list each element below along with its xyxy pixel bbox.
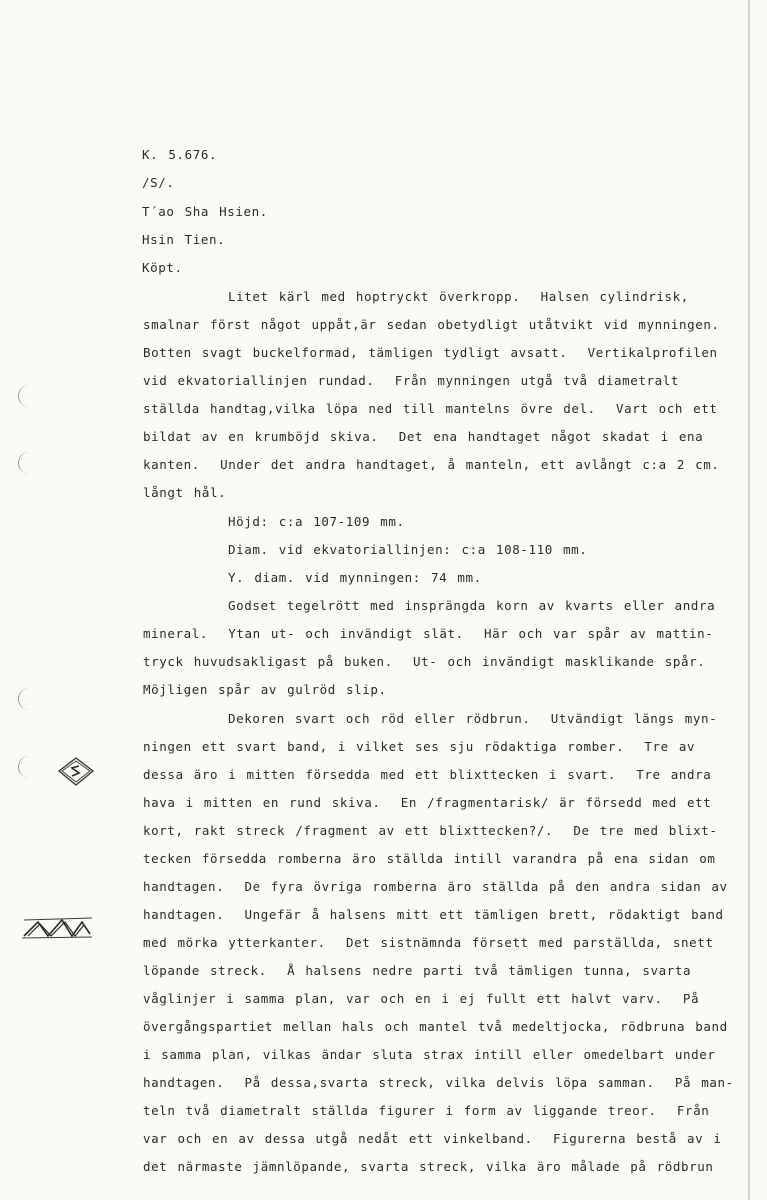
- text-line: handtagen. Ungefär å halsens mitt ett tämligen brett, rödaktigt band: [143, 907, 724, 922]
- text-line: smalnar först något uppåt,är sedan obetydligt utåtvikt vid mynningen.: [143, 317, 720, 332]
- text-line: våglinjer i samma plan, var och en i ej fullt ett halvt varv. På: [143, 991, 700, 1006]
- lightning-rhombus-sketch: [56, 755, 96, 789]
- text-line: Dekoren svart och röd eller rödbrun. Utvändigt längs myn-: [228, 711, 718, 726]
- text-line: var och en av dessa utgå nedåt ett vinkelband. Figurerna bestå av i: [143, 1131, 722, 1146]
- text-line: kanten. Under det andra handtaget, å manteln, ett avlångt c:a 2 cm.: [143, 457, 720, 472]
- punch-hole-mark: [18, 385, 31, 407]
- punch-hole-mark: [18, 688, 31, 710]
- text-line: Godset tegelrött med insprängda korn av kvarts eller andra: [228, 598, 716, 613]
- text-line: vid ekvatoriallinjen rundad. Från mynningen utgå två diametralt: [143, 373, 680, 388]
- mark-line: /S/.: [142, 175, 175, 190]
- text-line: Botten svagt buckelformad, tämligen tydligt avsatt. Vertikalprofilen: [143, 345, 718, 360]
- text-line: Möjligen spår av gulröd slip.: [143, 682, 387, 697]
- text-line: dessa äro i mitten försedda med ett blixttecken i svart. Tre andra: [143, 767, 712, 782]
- text-line: hava i mitten en rund skiva. En /fragmentarisk/ är försedd med ett: [143, 795, 712, 810]
- band-pattern-sketch: [18, 912, 98, 944]
- acquisition-note: Köpt.: [142, 260, 183, 275]
- place-name: Hsin Tien.: [142, 232, 226, 247]
- text-line: i samma plan, vilkas ändar sluta strax intill eller omedelbart under: [143, 1047, 716, 1062]
- page-edge: [748, 0, 750, 1200]
- punch-hole-mark: [18, 756, 31, 778]
- equator-diameter: Diam. vid ekvatoriallinjen: c:a 108-110 mm.: [228, 542, 588, 557]
- text-line: långt hål.: [143, 485, 227, 500]
- text-line: handtagen. De fyra övriga romberna äro ställda på den andra sidan av: [143, 879, 728, 894]
- text-line: det närmaste jämnlöpande, svarta streck, vilka äro målade på rödbrun: [143, 1159, 714, 1174]
- site-name: T´ao Sha Hsien.: [142, 204, 268, 219]
- catalog-number: K. 5.676.: [142, 147, 218, 162]
- text-line: bildat av en krumböjd skiva. Det ena handtaget något skadat i ena: [143, 429, 704, 444]
- text-line: Litet kärl med hoptryckt överkropp. Halsen cylindrisk,: [228, 289, 689, 304]
- text-line: tecken försedda romberna äro ställda intill varandra på ena sidan om: [143, 851, 716, 866]
- text-line: med mörka ytterkanter. Det sistnämnda försett med parställda, snett: [143, 935, 714, 950]
- text-line: ställda handtag,vilka löpa ned till mantelns övre del. Vart och ett: [143, 401, 718, 416]
- text-line: handtagen. På dessa,svarta streck, vilka delvis löpa samman. På man-: [143, 1075, 734, 1090]
- text-line: ningen ett svart band, i vilket ses sju rödaktiga romber. Tre av: [143, 739, 696, 754]
- text-line: tryck huvudsakligast på buken. Ut- och invändigt masklikande spår.: [143, 654, 706, 669]
- punch-hole-mark: [18, 452, 31, 474]
- text-line: mineral. Ytan ut- och invändigt slät. Här och var spår av mattin-: [143, 626, 714, 641]
- height-measure: Höjd: c:a 107-109 mm.: [228, 514, 405, 529]
- mouth-diameter: Y. diam. vid mynningen: 74 mm.: [228, 570, 482, 585]
- text-line: övergångspartiet mellan hals och mantel två medeltjocka, rödbruna band: [143, 1019, 728, 1034]
- text-line: teln två diametralt ställda figurer i form av liggande treor. Från: [143, 1103, 710, 1118]
- text-line: kort, rakt streck /fragment av ett blixttecken?/. De tre med blixt-: [143, 823, 718, 838]
- text-line: löpande streck. Å halsens nedre parti två tämligen tunna, svarta: [143, 963, 692, 978]
